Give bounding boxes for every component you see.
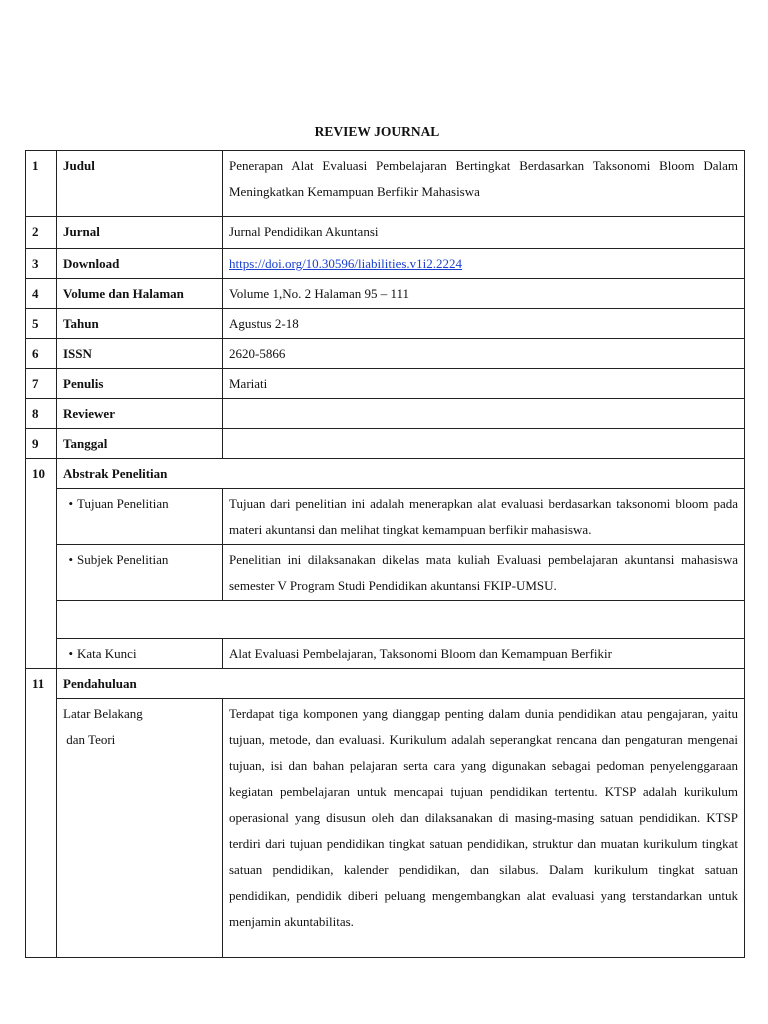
row-label: Jurnal xyxy=(57,217,223,249)
row-value: Volume 1,No. 2 Halaman 95 – 111 xyxy=(223,279,745,309)
table-row-tujuan xyxy=(26,489,745,545)
page-title: REVIEW JOURNAL xyxy=(314,124,440,139)
row-number: 3 xyxy=(26,249,57,279)
table-row-latar-belakang xyxy=(26,699,745,958)
row-label: • Kata Kunci xyxy=(57,639,223,669)
row-number: 11 xyxy=(26,669,57,958)
row-value: Tujuan dari penelitian ini adalah menerapkan alat evaluasi berdasarkan taksonomi bloom pada materi akuntansi dan melihat tingkat kemampuan berfikir mahasiswa. xyxy=(223,489,745,545)
row-value xyxy=(223,249,745,279)
row-label: Tanggal xyxy=(57,429,223,459)
row-label: • Tujuan Penelitian xyxy=(57,489,223,545)
table-row-pendahuluan-header xyxy=(26,669,745,699)
table-row-kata-kunci xyxy=(26,639,745,669)
row-value: Mariati xyxy=(223,369,745,399)
bullet-icon: • xyxy=(68,552,73,567)
empty-cell xyxy=(57,601,745,639)
row-label: Download xyxy=(57,249,223,279)
row-number: 9 xyxy=(26,429,57,459)
row-number: 10 xyxy=(26,459,57,669)
table-row-volume xyxy=(26,279,745,309)
row-label: Abstrak Penelitian xyxy=(57,459,745,489)
row-label: • Subjek Penelitian xyxy=(57,545,223,601)
row-label: Latar Belakang dan Teori xyxy=(57,699,223,958)
row-label: Volume dan Halaman xyxy=(57,279,223,309)
table-row-reviewer xyxy=(26,399,745,429)
row-number: 6 xyxy=(26,339,57,369)
bullet-icon: • xyxy=(68,496,73,511)
row-value: Penerapan Alat Evaluasi Pembelajaran Bertingkat Berdasarkan Taksonomi Bloom Dalam Meningkatkan Kemampuan Berfikir Mahasiswa xyxy=(223,151,745,217)
row-label: Tahun xyxy=(57,309,223,339)
row-label: Judul xyxy=(57,151,223,217)
doi-link[interactable]: https://doi.org/10.30596/liabilities.v1i2.2224 xyxy=(229,256,463,271)
table-row-judul xyxy=(26,151,745,217)
row-value xyxy=(223,429,745,459)
table-row-issn xyxy=(26,339,745,369)
row-value: Terdapat tiga komponen yang dianggap penting dalam dunia pendidikan atau pengajaran, yaitu tujuan, metode, dan evaluasi. Kurikulum adalah seperangkat rencana dan pengaturan mengenai tujuan, isi dan bahan pelajaran serta cara yang digunakan sebagai pedoman penyelenggaraan kegiatan pembelajaran untuk mencapai tujuan pendidikan tertentu. KTSP adalah kurikulum operasional yang disusun oleh dan dilaksanakan di masing-masing satuan pendidikan. KTSP terdiri dari tujuan pendidikan tingkat satuan pendidikan, struktur dan muatan kurikulum tingkat satuan pendidikan, kalender pendidikan, dan silabus. Dalam kurikulum tingkat satuan pendidikan, pendidik diberi peluang mengembangkan alat evaluasi yang terstandarkan untuk menjamin akuntabilitas. xyxy=(223,699,745,958)
row-number: 7 xyxy=(26,369,57,399)
row-label: Penulis xyxy=(57,369,223,399)
row-number: 8 xyxy=(26,399,57,429)
row-number: 5 xyxy=(26,309,57,339)
table-row-download xyxy=(26,249,745,279)
row-number: 2 xyxy=(26,217,57,249)
row-label: Reviewer xyxy=(57,399,223,429)
table-row-tahun xyxy=(26,309,745,339)
row-label: ISSN xyxy=(57,339,223,369)
row-value xyxy=(223,399,745,429)
table-row-abstrak-header xyxy=(26,459,745,489)
table-row-jurnal xyxy=(26,217,745,249)
row-value: Penelitian ini dilaksanakan dikelas mata kuliah Evaluasi pembelajaran akuntansi mahasiswa semester V Program Studi Pendidikan akuntansi FKIP-UMSU. xyxy=(223,545,745,601)
row-value: Alat Evaluasi Pembelajaran, Taksonomi Bloom dan Kemampuan Berfikir xyxy=(223,639,745,669)
table-row-subjek xyxy=(26,545,745,601)
row-number: 4 xyxy=(26,279,57,309)
row-value: Jurnal Pendidikan Akuntansi xyxy=(223,217,745,249)
row-value: 2620-5866 xyxy=(223,339,745,369)
row-value: Agustus 2-18 xyxy=(223,309,745,339)
table-row-empty xyxy=(26,601,745,639)
row-number: 1 xyxy=(26,151,57,217)
table-row-penulis xyxy=(26,369,745,399)
row-label: Pendahuluan xyxy=(57,669,745,699)
review-table xyxy=(25,150,745,958)
table-row-tanggal xyxy=(26,429,745,459)
bullet-icon: • xyxy=(68,646,73,661)
